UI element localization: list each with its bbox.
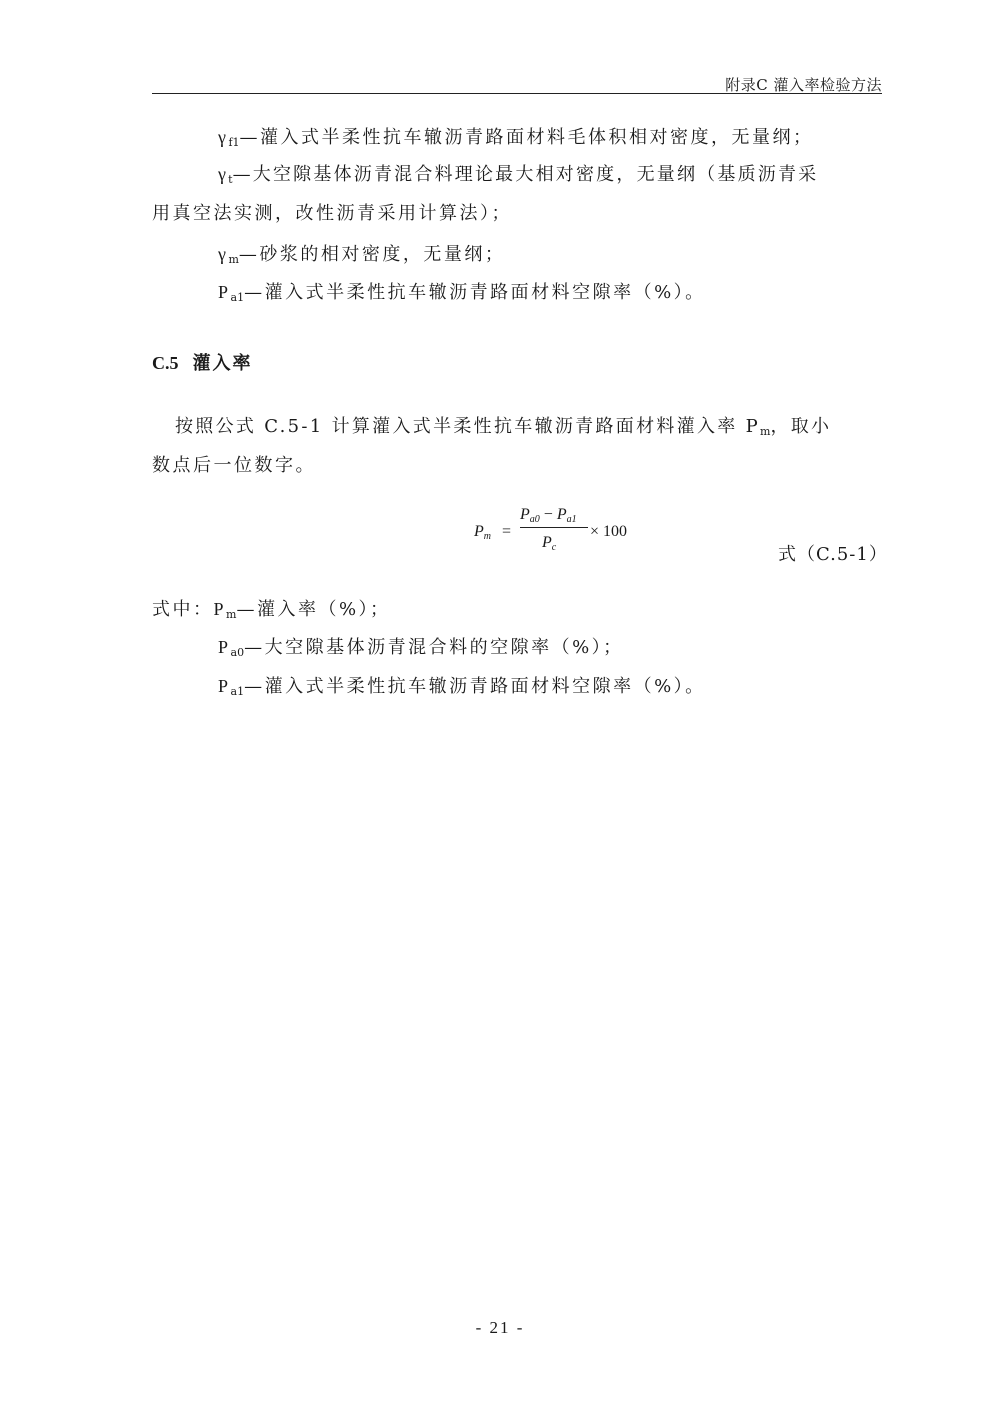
formula-subscript: m: [483, 531, 492, 542]
equals-sign: =: [502, 523, 512, 540]
formula-subscript: a0: [529, 514, 540, 525]
section-title: 灌入率: [192, 353, 253, 374]
formula-subscript: c: [551, 542, 557, 553]
symbol-subscript: m: [228, 253, 239, 266]
header-rule: [152, 93, 882, 94]
formula-symbol: P: [520, 506, 530, 523]
symbol-subscript: f1: [228, 136, 240, 149]
symbol-subscript: a0: [230, 646, 245, 659]
definition-pa1: [218, 283, 706, 303]
where-pa1: [218, 677, 706, 697]
definition-gamma-m: [218, 245, 505, 265]
symbol: γ: [218, 244, 229, 264]
section-number: C.5: [152, 353, 179, 373]
page-number: - 21 -: [475, 1318, 525, 1337]
where-pm: [152, 600, 391, 620]
symbol: γ: [218, 164, 229, 184]
definition-text: —砂浆的相对密度，无量纲；: [238, 244, 506, 265]
definition-gamma-f1: [218, 128, 814, 148]
formula-symbol: P: [556, 506, 567, 523]
where-lead: 式中：: [152, 599, 214, 620]
symbol: P: [218, 676, 231, 696]
symbol: P: [218, 282, 231, 302]
paragraph-text: 按照公式 C.5-1 计算灌入式半柔性抗车辙沥青路面材料灌入率 P: [175, 416, 761, 437]
definition-text: —灌入式半柔性抗车辙沥青路面材料空隙率（%）。: [244, 676, 706, 697]
definition-continuation: [152, 205, 512, 223]
times-100: × 100: [590, 523, 628, 540]
symbol-subscript: m: [226, 608, 237, 621]
fraction-numerator: [520, 506, 577, 525]
definition-text: —灌入式半柔性抗车辙沥青路面材料空隙率（%）。: [244, 282, 706, 303]
formula-subscript: a1: [566, 514, 577, 525]
symbol: P: [213, 599, 227, 619]
symbol: γ: [218, 127, 229, 147]
where-pa0: [218, 638, 624, 658]
paragraph-line-2: 数点后一位数字。: [152, 455, 316, 476]
symbol-subscript: a1: [230, 291, 245, 304]
section-heading: [152, 354, 253, 373]
symbol-subscript: m: [760, 425, 771, 438]
formula-label: 式（C.5-1）: [778, 544, 888, 565]
symbol-subscript: a1: [230, 685, 245, 698]
definition-text: —大空隙基体沥青混合料理论最大相对密度，无量纲（基质沥青采: [232, 164, 819, 185]
definition-gamma-t: [218, 165, 818, 185]
paragraph-line-1: [175, 418, 831, 437]
definition-text: —大空隙基体沥青混合料的空隙率（%）；: [244, 637, 624, 658]
definition-text: 用真空法实测，改性沥青采用计算法）；: [152, 203, 512, 224]
formula-symbol: P: [474, 523, 484, 540]
minus-sign: −: [543, 506, 553, 523]
symbol: P: [218, 637, 231, 657]
formula-lhs: [474, 523, 491, 542]
running-header: 附录C 灌入率检验方法: [725, 76, 882, 94]
formula-symbol: P: [542, 534, 552, 551]
fraction-bar: [520, 527, 588, 528]
paragraph-text: ，取小: [770, 416, 832, 437]
symbol-subscript: t: [228, 173, 233, 186]
definition-text: —灌入式半柔性抗车辙沥青路面材料毛体积相对密度，无量纲；: [239, 127, 814, 148]
definition-text: —灌入率（%）；: [236, 599, 391, 620]
fraction-denominator: [542, 534, 556, 553]
